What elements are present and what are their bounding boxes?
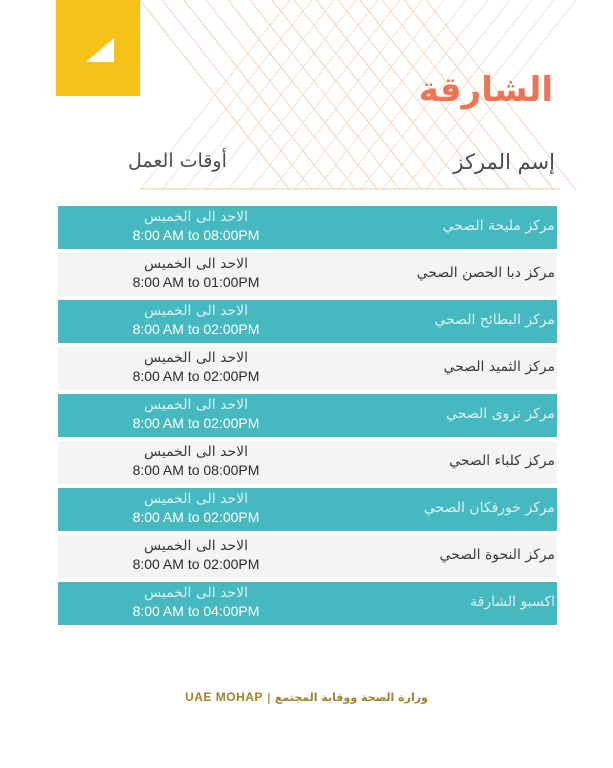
working-hours: 8:00 AM to 02:00PM (132, 321, 260, 337)
working-days: الاحد الى الخميس (144, 585, 248, 601)
table-row (58, 488, 557, 531)
center-name: مركز كلباء الصحي (449, 453, 555, 469)
page-title: الشارقة (418, 70, 553, 110)
working-days: الاحد الى الخميس (144, 397, 248, 413)
hours-cell (96, 490, 296, 526)
hours-cell (96, 255, 296, 291)
footer-separator: | (266, 691, 271, 704)
hours-cell (96, 302, 296, 338)
footer-brand: UAE MOHAP (185, 690, 263, 704)
footer-ministry: وزارة الصحة ووقاية المجتمع (274, 691, 428, 704)
working-days: الاحد الى الخميس (144, 491, 248, 507)
table-row (58, 535, 557, 578)
hours-cell (96, 349, 296, 385)
working-hours: 8:00 AM to 02:00PM (132, 509, 260, 525)
center-name: مركز البطائح الصحي (434, 312, 555, 328)
hours-cell (96, 537, 296, 573)
hours-cell (96, 443, 296, 479)
table-row (58, 253, 557, 296)
hours-cell (96, 208, 296, 244)
working-days: الاحد الى الخميس (144, 303, 248, 319)
working-days: الاحد الى الخميس (144, 538, 248, 554)
center-name: مركز الثميد الصحي (443, 359, 555, 375)
corner-accent (56, 0, 140, 96)
center-name: مركز مليحة الصحي (442, 218, 555, 234)
working-hours: 8:00 AM to 08:00PM (132, 227, 260, 243)
center-name: مركز نزوى الصحي (446, 406, 555, 422)
center-name: مركز خورفكان الصحي (423, 500, 555, 516)
table-row (58, 300, 557, 343)
working-days: الاحد الى الخميس (144, 350, 248, 366)
column-header-center: إسم المركز (453, 150, 555, 174)
working-days: الاحد الى الخميس (144, 209, 248, 225)
working-hours: 8:00 AM to 08:00PM (132, 462, 260, 478)
table-row (58, 441, 557, 484)
working-hours: 8:00 AM to 01:00PM (132, 274, 260, 290)
center-name: اكسبو الشارقة (470, 594, 555, 610)
center-name: مركز النحوة الصحي (439, 547, 555, 563)
hours-cell (96, 396, 296, 432)
working-hours: 8:00 AM to 04:00PM (132, 603, 260, 619)
table-row (58, 582, 557, 625)
working-hours: 8:00 AM to 02:00PM (132, 556, 260, 572)
centers-table (58, 206, 557, 629)
working-hours: 8:00 AM to 02:00PM (132, 368, 260, 384)
working-hours: 8:00 AM to 02:00PM (132, 415, 260, 431)
column-header-hours: أوقات العمل (128, 150, 227, 172)
table-row (58, 206, 557, 249)
table-row (58, 347, 557, 390)
hours-cell (96, 584, 296, 620)
working-days: الاحد الى الخميس (144, 444, 248, 460)
footer (0, 690, 613, 704)
table-row (58, 394, 557, 437)
center-name: مركز دبا الحصن الصحي (416, 265, 555, 281)
triangle-icon (56, 0, 140, 96)
working-days: الاحد الى الخميس (144, 256, 248, 272)
